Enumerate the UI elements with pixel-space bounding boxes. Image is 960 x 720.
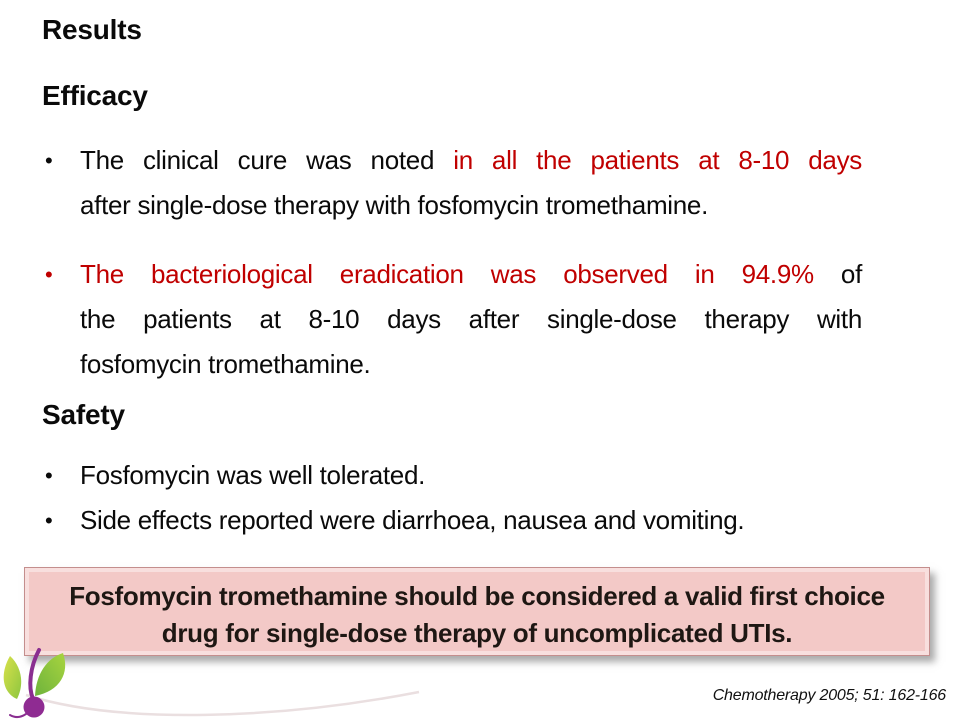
heading-efficacy: Efficacy: [42, 80, 148, 111]
text-segment: Side effects reported were diarrhoea, nausea and vomiting.: [80, 505, 745, 535]
bullet-marker: •: [45, 262, 53, 287]
bullet-item: [45, 138, 862, 228]
safety-bullet-list: [45, 453, 862, 543]
text-segment: in all the patients at 8-10 days: [453, 145, 862, 175]
leaf-left: [4, 656, 22, 699]
swoosh-decoration: [26, 692, 419, 715]
conclusion-line: Fosfomycin tromethamine should be considered a valid first choice: [69, 581, 885, 611]
heading-safety: Safety: [42, 399, 125, 430]
conclusion-line: drug for single-dose therapy of uncomplicated UTIs.: [161, 618, 793, 648]
bullet-content: [80, 252, 862, 387]
bullet-marker: •: [45, 148, 53, 173]
text-segment: The bacteriological eradication was observed in 94.9%: [80, 259, 814, 289]
bullet-line: [80, 138, 862, 183]
bullet-content: [80, 138, 862, 228]
text-segment: The clinical cure was noted: [80, 145, 454, 175]
text-segment: of: [813, 259, 862, 289]
bullet-item: [45, 252, 862, 387]
bullet-line: [80, 252, 862, 297]
bullet-marker: •: [45, 508, 53, 533]
citation: Chemotherapy 2005; 51: 162-166: [712, 687, 946, 704]
text-segment: after single-dose therapy with fosfomycin tromethamine.: [80, 190, 709, 220]
bullet-line: [80, 342, 862, 387]
bullet-line: [80, 453, 862, 498]
bullet-marker: •: [45, 463, 53, 488]
bullet-item: [45, 453, 862, 498]
text-segment: fosfomycin tromethamine.: [80, 349, 371, 379]
bullet-line: [80, 183, 862, 228]
bullet-content: [80, 498, 862, 543]
bullet-line: [80, 297, 862, 342]
heading-results: Results: [42, 14, 142, 45]
berry: [24, 697, 45, 718]
berry-tail: [10, 714, 26, 717]
bullet-line: [80, 498, 862, 543]
leaf-right: [35, 653, 65, 696]
text-segment: Fosfomycin was well tolerated.: [80, 460, 426, 490]
bullet-content: [80, 453, 862, 498]
bullet-item: [45, 498, 862, 543]
conclusion-box: [24, 567, 930, 656]
sprout-logo-icon: [0, 645, 420, 720]
efficacy-bullet-list: [45, 138, 862, 387]
text-segment: the patients at 8-10 days after single-dose therapy with: [80, 304, 862, 334]
